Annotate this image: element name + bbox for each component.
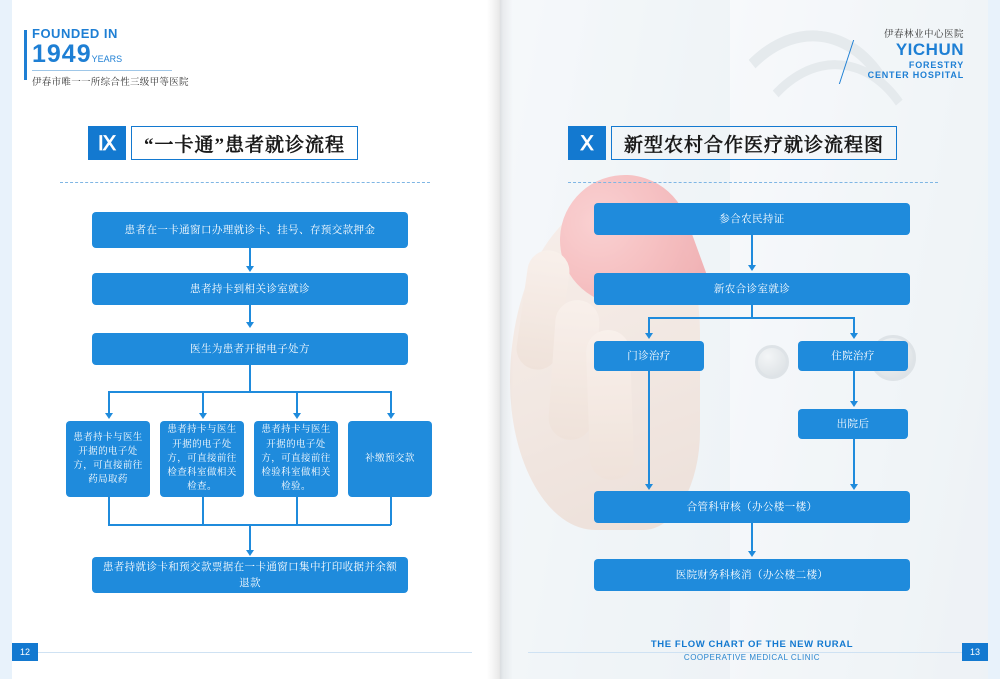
flow-node-l4b: 患者持卡与医生开据的电子处方，可直接前往检查科室做相关检查。 xyxy=(160,421,244,497)
arrow-r3b-r4 xyxy=(850,401,858,407)
flow-node-l1: 患者在一卡通窗口办理就诊卡、挂号、存预交款押金 xyxy=(92,212,408,248)
founded-label: FOUNDED IN xyxy=(32,26,118,41)
page-number-right: 13 xyxy=(962,643,988,661)
founded-years-label: YEARS xyxy=(91,54,123,64)
right-dotted-divider xyxy=(568,182,938,183)
split-bus-right xyxy=(648,317,854,319)
left-section-number: Ⅸ xyxy=(88,126,126,160)
left-bottom-rule xyxy=(12,652,472,653)
right-edge-strip xyxy=(988,0,1000,679)
flow-node-r1: 参合农民持证 xyxy=(594,203,910,235)
right-section-title xyxy=(568,126,897,160)
founded-divider xyxy=(32,70,172,71)
arrow-r1-r2 xyxy=(748,265,756,271)
right-page xyxy=(500,0,1000,679)
hospital-brand-block xyxy=(868,26,964,80)
right-bottom-rule xyxy=(528,652,988,653)
arrow-r3a-r5 xyxy=(645,484,653,490)
founded-block xyxy=(32,26,189,88)
arrow-to-l5 xyxy=(246,550,254,556)
left-section-title xyxy=(88,126,358,160)
left-edge-strip xyxy=(0,0,12,679)
founded-year: 1949YEARS xyxy=(32,40,123,68)
hospital-name-en-line3: CENTER HOSPITAL xyxy=(867,69,964,80)
flow-node-l4d: 补缴预交款 xyxy=(348,421,432,497)
arrow-l2-l3 xyxy=(246,322,254,328)
right-section-number: Ⅹ xyxy=(568,126,606,160)
footer-line2: COOPERATIVE MEDICAL CLINIC xyxy=(683,653,821,663)
flow-node-l5: 患者持就诊卡和预交款票据在一卡通窗口集中打印收据并余额退款 xyxy=(92,557,408,593)
arrow-l1-l2 xyxy=(246,266,254,272)
right-footer-caption xyxy=(594,637,910,665)
flow-node-l4c: 患者持卡与医生开据的电子处方，可直接前往检验科室做相关检验。 xyxy=(254,421,338,497)
flow-node-r5: 合管科审核（办公楼一楼） xyxy=(594,491,910,523)
flow-node-r6: 医院财务科核消（办公楼二楼） xyxy=(594,559,910,591)
flow-node-r4: 出院后 xyxy=(798,409,908,439)
hospital-name-en-line1: YICHUN xyxy=(895,40,964,59)
right-section-heading: 新型农村合作医疗就诊流程图 xyxy=(611,126,897,160)
left-section-heading: “一卡通”患者就诊流程 xyxy=(131,126,358,160)
arrow-r5-r6 xyxy=(748,551,756,557)
footer-line1: THE FLOW CHART OF THE NEW RURAL xyxy=(650,639,854,650)
left-dotted-divider xyxy=(60,182,430,183)
flow-node-l2: 患者持卡到相关诊室就诊 xyxy=(92,273,408,305)
arrow-r4-r5 xyxy=(850,484,858,490)
flow-node-r3a: 门诊治疗 xyxy=(594,341,704,371)
founded-subtitle: 伊春市唯一一所综合性三级甲等医院 xyxy=(32,77,189,89)
page-number-left: 12 xyxy=(12,643,38,661)
hospital-name-en-line2: FORESTRY xyxy=(908,59,964,70)
flow-node-r3b: 住院治疗 xyxy=(798,341,908,371)
hospital-name-cn: 伊春林业中心医院 xyxy=(883,29,964,40)
flow-node-l3: 医生为患者开据电子处方 xyxy=(92,333,408,365)
flow-node-l4a: 患者持卡与医生开据的电子处方，可直接前往药局取药 xyxy=(66,421,150,497)
split-bus-left xyxy=(108,391,391,393)
flow-node-r2: 新农合诊室就诊 xyxy=(594,273,910,305)
